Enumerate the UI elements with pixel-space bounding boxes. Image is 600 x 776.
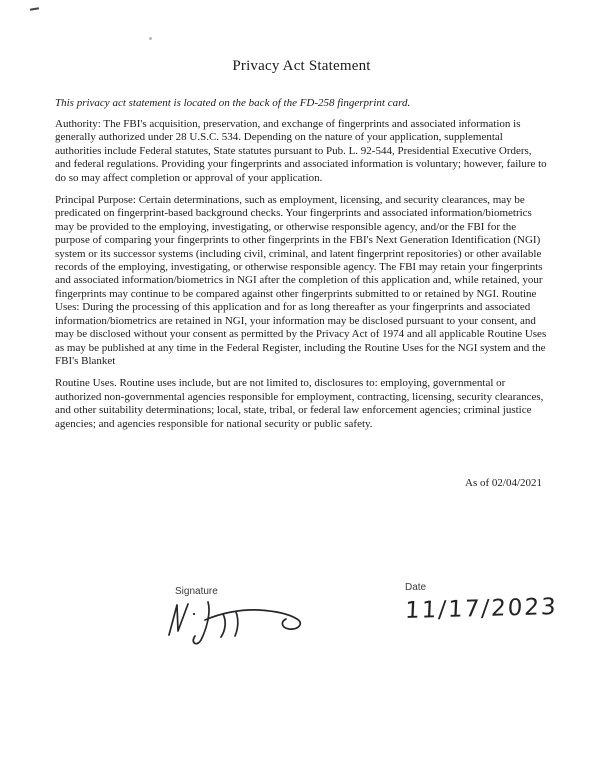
paragraph-principal-purpose: Principal Purpose: Certain determinations, such as employment, licensing, and security clearances, may be predicated on fingerprint-based background checks. Your fingerprints and associated information/biometrics may be provided to the employing, investigating, or otherwise responsible agency, and/or the FBI for the purpose of comparing your fingerprints to other fingerprints in the FBI's Next Generation Identification (NGI) system or its successor systems (including civil, criminal, and latent fingerprint repositories) or other available records of the employing, investigating, or otherwise responsible agency. The FBI may retain your fingerprints and associated information/biometrics in NGI after the completion of this application and, while retained, your fingerprints may continue to be compared against other fingerprints submitted to or retained by NGI. Routine Uses: During the processing of this application and for as long thereafter as your fingerprints and associated information/biometrics are retained in NGI, your information may be disclosed pursuant to your consent, and may be disclosed without your consent as permitted by the Privacy Act of 1974 and all applicable Routine Uses as may be published at any time in the Federal Register, including the Routine Uses for the NGI system and the FBI's Blanket [55,194,547,367]
scan-artifact [149,37,152,40]
signature-handwriting-image [161,595,311,651]
paragraph-routine-uses: Routine Uses. Routine uses include, but are not limited to, disclosures to: employing, governmental or authorized non-governmental agencies responsible for employment, contracting, licensing, security clearances, and other suitability determinations; local, state, tribal, or federal law enforcement agencies; criminal justice agencies; and agencies responsible for national security or public safety. [55,377,544,430]
as-of-date: As of 02/04/2021 [465,476,542,489]
date-field [404,582,559,625]
paragraph-authority: Authority: The FBI's acquisition, preservation, and exchange of fingerprints and associated information is generally authorized under 28 U.S.C. 534. Depending on the nature of your application, supplemental authorities include Federal statutes, State statutes pursuant to Pub. L. 92-544, Presidential Executive Orders, and federal regulations. Providing your fingerprints and associated information is voluntary; however, failure to do so may affect completion or approval of your application. [55,118,547,184]
subtitle-note: This privacy act statement is located on the back of the FD-258 fingerprint card. [55,97,411,109]
signature-label: Signature [175,586,218,597]
page-title: Privacy Act Statement [232,58,371,74]
date-handwriting: 11/17/2023 [404,593,559,625]
date-label: Date [405,582,427,593]
signature-block [0,580,600,670]
signature-field [175,586,311,651]
scan-artifact [30,7,39,11]
